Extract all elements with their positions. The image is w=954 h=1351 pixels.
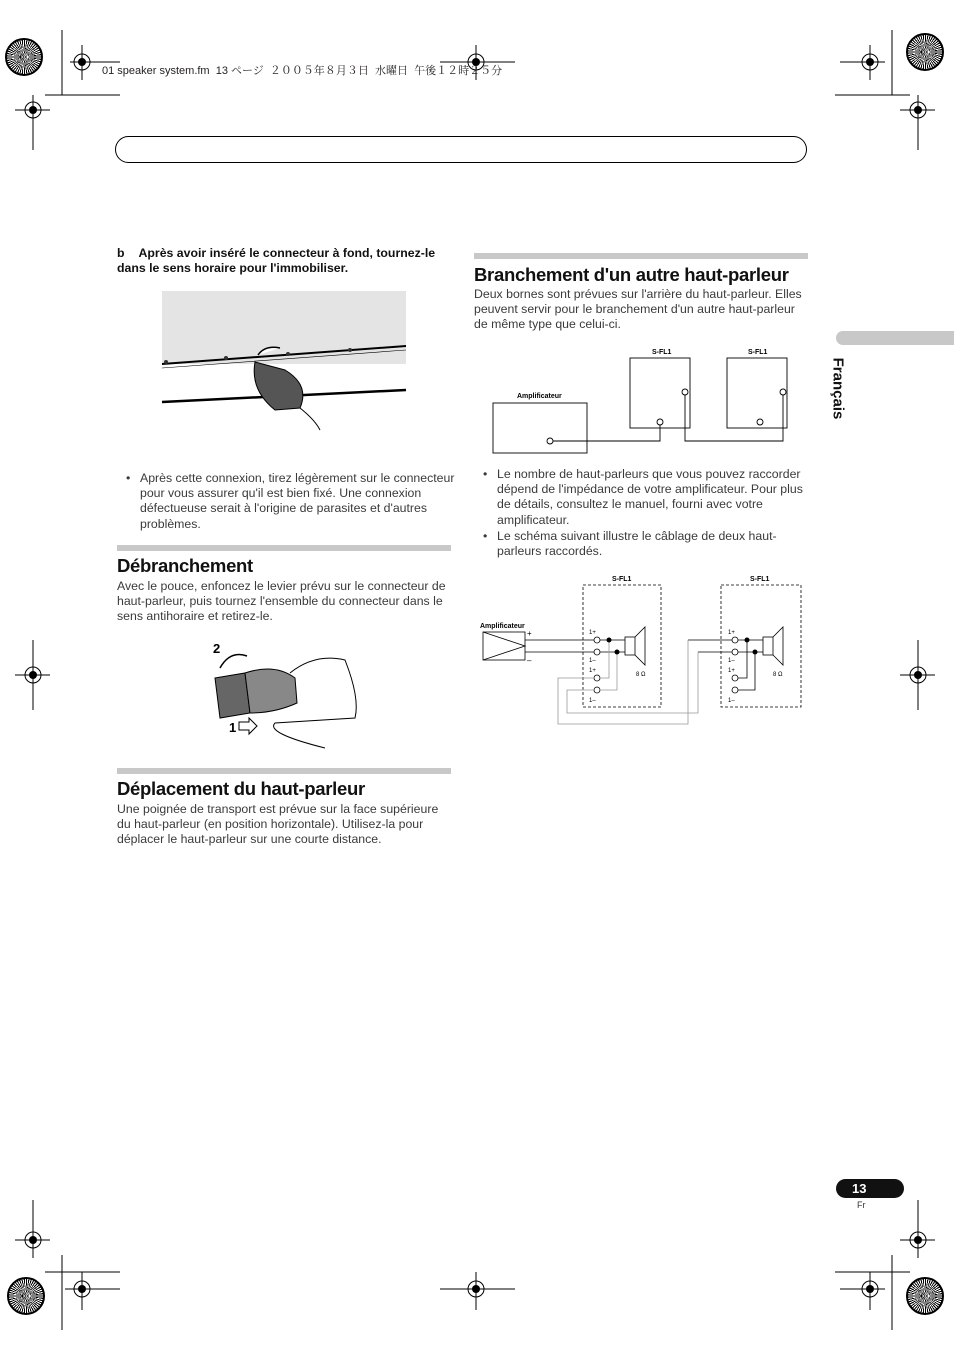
bullet-list	[117, 471, 455, 532]
amp-label: Amplificateur	[480, 623, 525, 630]
plus-label: +	[527, 629, 532, 638]
branchement-intro: Deux bornes sont prévues sur l'arrière du haut-parleur. Elles peuvent servir pour le branchement d'un autre haut-parleur de même type que celui-ci.	[474, 287, 802, 332]
section-title-deplacement: Déplacement du haut-parleur	[117, 778, 365, 799]
list-item: • Le schéma suivant illustre le câblage de deux haut-parleurs raccordés.	[474, 529, 809, 559]
figure-label-2: 2	[213, 641, 221, 656]
section-rule	[474, 253, 808, 259]
list-item: • Le nombre de haut-parleurs que vous pouvez raccorder dépend de l'impédance de votre amplificateur. Pour plus de détails, consultez le manuel, fourni avec votre amplificateur.	[474, 467, 809, 528]
section-title-branchement: Branchement d'un autre haut-parleur	[474, 264, 789, 285]
terminal-label: 1–	[728, 698, 735, 704]
impedance-label: 8 Ω	[636, 672, 646, 678]
section-title-debranchement: Débranchement	[117, 555, 253, 576]
impedance-label: 8 Ω	[773, 672, 783, 678]
connector-insert-illustration	[160, 290, 410, 440]
terminal-label: 1–	[589, 658, 596, 664]
page-number: 13	[852, 1181, 867, 1196]
amp-label: Amplificateur	[517, 393, 562, 400]
disconnect-illustration	[205, 638, 365, 753]
terminal-label: 1–	[589, 698, 596, 704]
file-info-header: 01 speaker system.fm 13 ページ ２００５年８月３日 水曜日 午後１２時２５分	[102, 65, 503, 77]
step-text: Après avoir inséré le connecteur à fond, tournez-le dans le sens horaire pour l'immobiliser.	[117, 246, 436, 275]
terminal-label: 1+	[589, 668, 596, 674]
terminal-label: 1+	[728, 630, 735, 636]
list-item: • Après cette connexion, tirez légèrement sur le connecteur pour vous assurer qu'il est bien fixé. Une connexion défectueuse serait à l'origine de parasites et d'autres problèmes.	[117, 471, 455, 532]
figure-label-1: 1	[229, 720, 237, 735]
page-number-badge	[836, 1179, 904, 1198]
speaker-label: S-FL1	[612, 576, 632, 583]
minus-label: –	[527, 656, 532, 665]
wiring-diagram-simple	[490, 340, 800, 460]
language-tab	[836, 331, 954, 345]
language-label: Français	[829, 357, 847, 420]
terminal-label: 1+	[728, 668, 735, 674]
page-language-code: Fr	[857, 1200, 866, 1210]
terminal-label: 1–	[728, 658, 735, 664]
speaker-label: S-FL1	[748, 349, 768, 356]
wiring-diagram-detailed	[470, 570, 810, 730]
header-rule-box	[115, 136, 807, 163]
debranchement-text: Avec le pouce, enfoncez le levier prévu sur le connecteur de haut-parleur, puis tournez l'ensemble du connecteur dans le sens antihoraire et retirez-le.	[117, 579, 446, 624]
bullet-list	[474, 467, 809, 559]
step-letter: b	[117, 246, 125, 260]
terminal-label: 1+	[589, 630, 596, 636]
speaker-label: S-FL1	[652, 349, 672, 356]
speaker-label: S-FL1	[750, 576, 770, 583]
section-rule	[117, 545, 451, 551]
deplacement-text: Une poignée de transport est prévue sur la face supérieure du haut-parleur (en position horizontale). Utilisez-la pour déplacer le haut-parleur sur une courte distance.	[117, 802, 439, 847]
section-rule	[117, 768, 451, 774]
step-b	[117, 246, 452, 276]
